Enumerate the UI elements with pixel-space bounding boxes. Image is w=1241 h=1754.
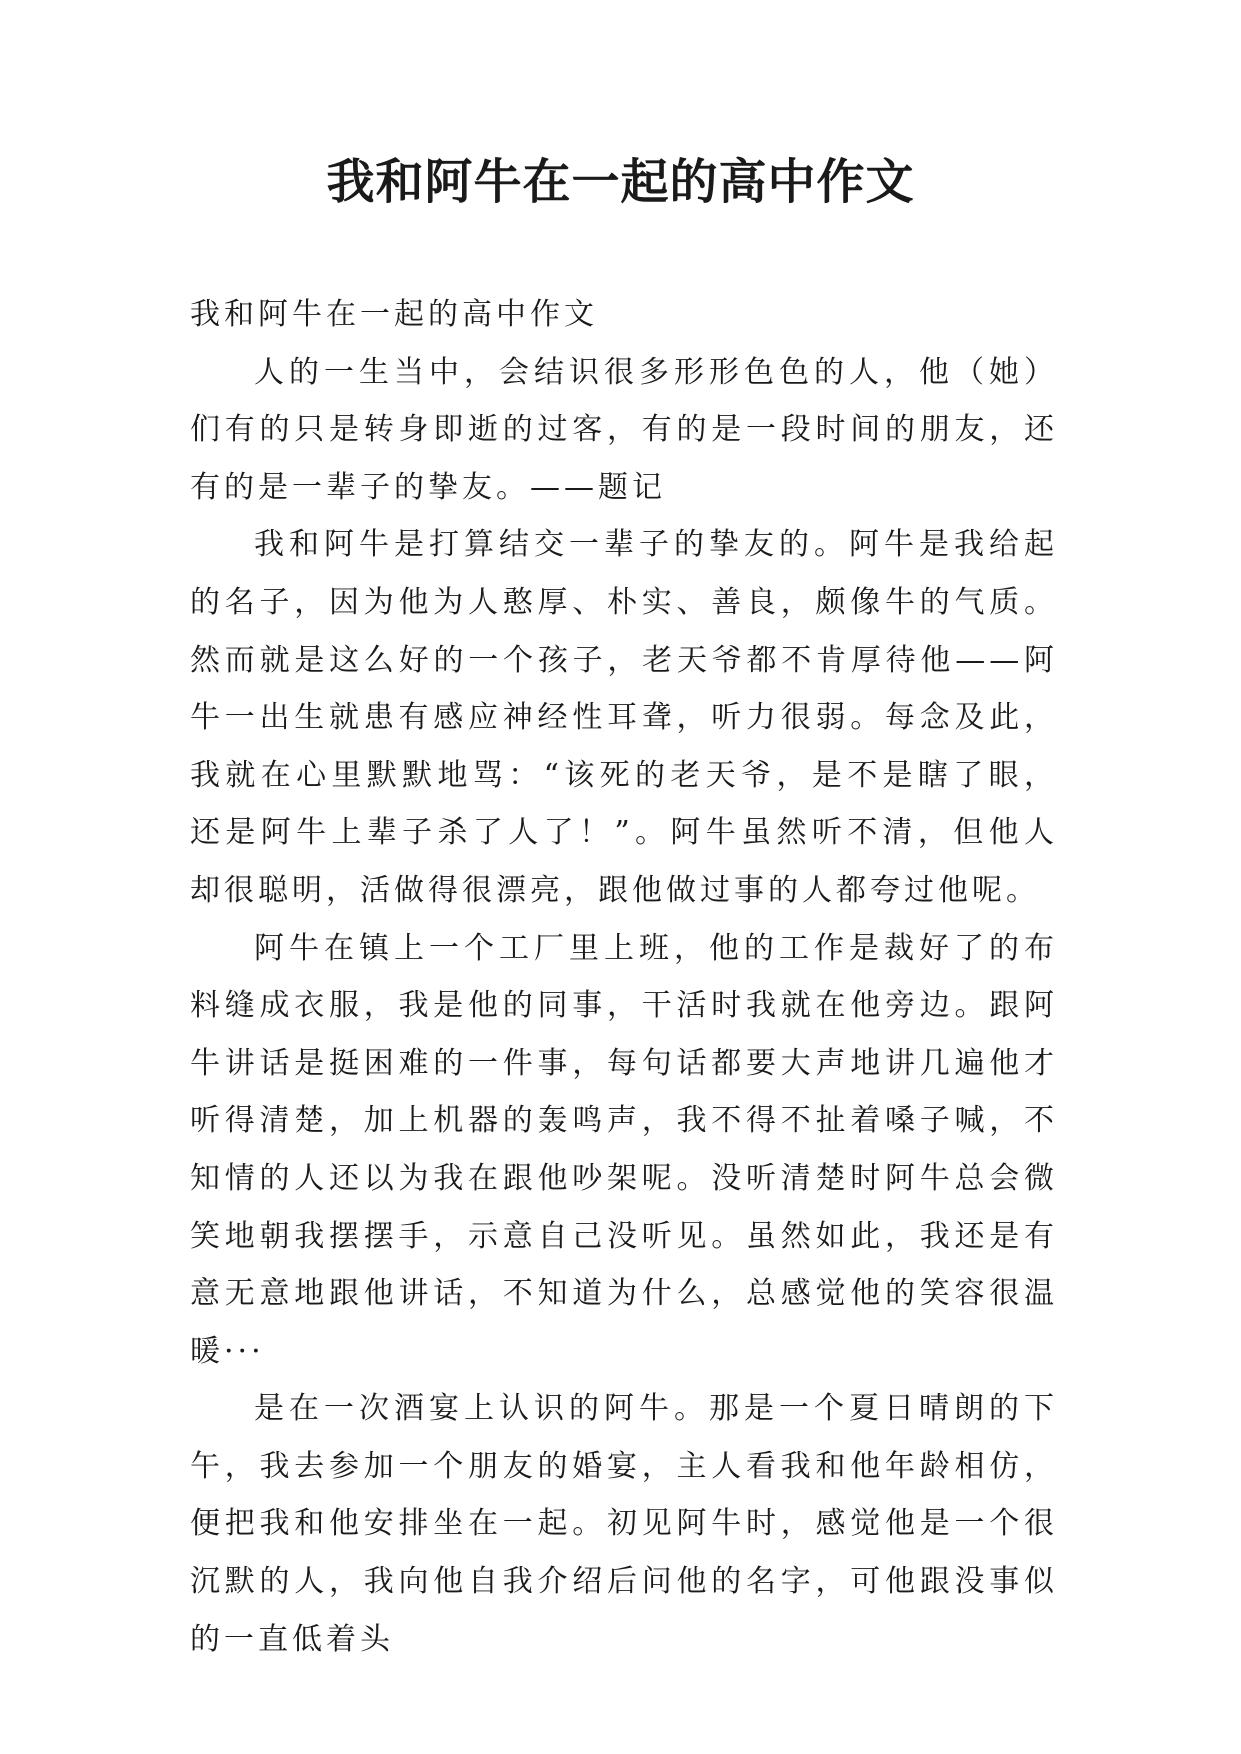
paragraph-epigraph: 人的一生当中，会结识很多形形色色的人，他（她）们有的只是转身即逝的过客，有的是一段时间的朋友，还有的是一辈子的挚友。——题记	[190, 354, 1058, 505]
document-title: 我和阿牛在一起的高中作文	[326, 154, 915, 210]
paragraph: 是在一次酒宴上认识的阿牛。那是一个夏日晴朗的下午，我去参加一个朋友的婚宴，主人看我和他年龄相仿，便把我和他安排坐在一起。初见阿牛时，感觉他是一个很沉默的人，我向他自我介绍后问他的名字，可他跟没事似的一直低着头	[190, 1391, 1058, 1657]
paragraph: 阿牛在镇上一个工厂里上班，他的工作是裁好了的布料缝成衣服，我是他的同事，干活时我就在他旁边。跟阿牛讲话是挺困难的一件事，每句话都要大声地讲几遍他才听得清楚，加上机器的轰鸣声，我不得不扯着嗓子喊，不知情的人还以为我在跟他吵架呢。没听清楚时阿牛总会微笑地朝我摆摆手，示意自己没听见。虽然如此，我还是有意无意地跟他讲话，不知道为什么，总感觉他的笑容很温暖···	[190, 930, 1058, 1369]
document-body	[190, 286, 1058, 1668]
paragraph: 我和阿牛是打算结交一辈子的挚友的。阿牛是我给起的名子，因为他为人憨厚、朴实、善良，颇像牛的气质。然而就是这么好的一个孩子，老天爷都不肯厚待他——阿牛一出生就患有感应神经性耳聋，听力很弱。每念及此，我就在心里默默地骂：“该死的老天爷，是不是瞎了眼，还是阿牛上辈子杀了人了！”。阿牛虽然听不清，但他人却很聪明，活做得很漂亮，跟他做过事的人都夸过他呢。	[190, 527, 1058, 908]
document-subtitle: 我和阿牛在一起的高中作文	[190, 297, 598, 332]
